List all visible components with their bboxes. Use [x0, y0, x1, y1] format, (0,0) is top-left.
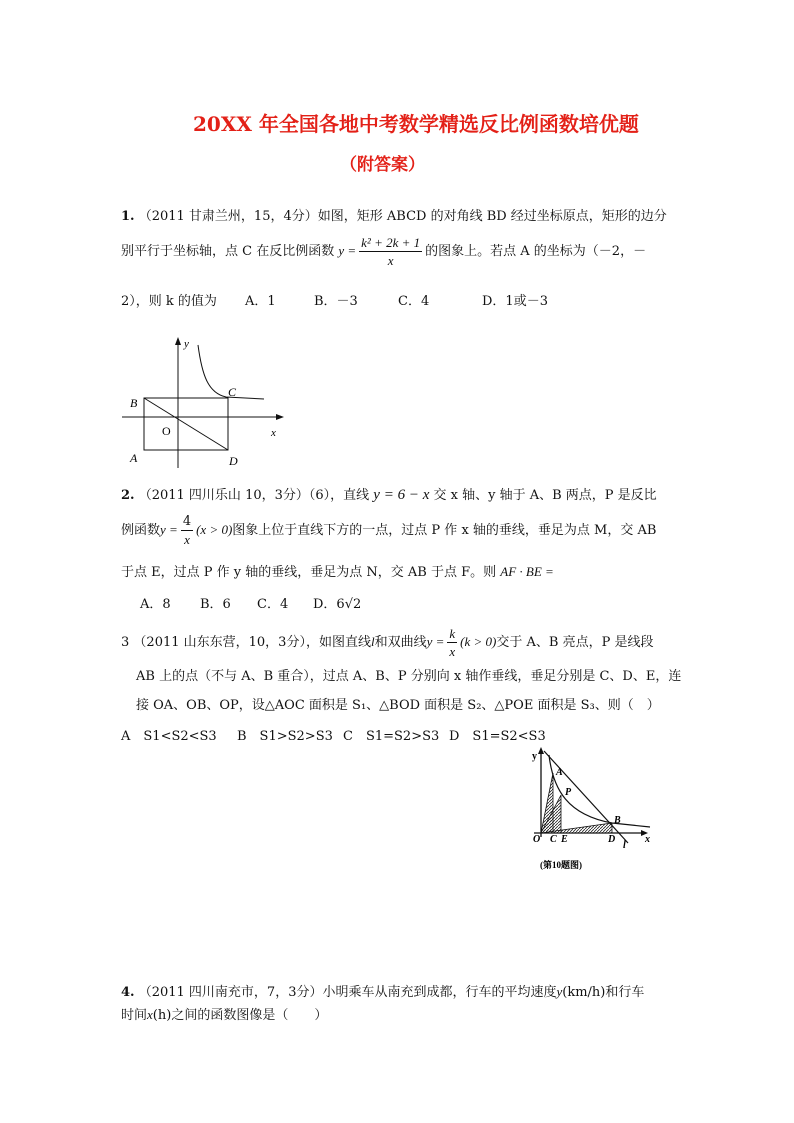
q4-var-x: x: [147, 1007, 153, 1022]
q3-label-b: B: [614, 815, 621, 826]
q4-text-2a: 时间: [121, 1008, 148, 1023]
q2-text-2b: 图象上位于直线下方的一点，过点 P 作 x 轴的垂线，垂足为点 M，交 AB: [232, 523, 657, 538]
q3-option-a: A S1<S2<S3: [121, 729, 217, 744]
q2-fraction-numerator: 4: [182, 514, 192, 529]
q1-label-o: O: [162, 424, 171, 438]
q3-line2: AB 上的点（不与 A、B 重合），过点 A、B、P 分别向 x 轴作垂线，垂足分别是 C、D、E，连: [136, 669, 682, 684]
q1-text-2b: 的图象上。若点 A 的坐标为（－2，－: [425, 244, 647, 259]
q1-line1: [121, 205, 667, 224]
q3-label-l: l: [623, 840, 626, 851]
q1-line3: [121, 290, 217, 309]
q1-fraction-numerator: k² + 2k + 1: [361, 235, 421, 250]
q3-label-d: D: [608, 834, 616, 845]
q2-text-1b: 交 x 轴、y 轴于 A、B 两点，P 是反比: [433, 488, 657, 503]
q2-option-a: A．8: [140, 597, 171, 612]
q3-line-l: l: [370, 634, 375, 649]
q3-text-1b: 和双曲线: [374, 635, 427, 650]
q3-label-e: E: [561, 834, 568, 845]
q1-label-b: B: [130, 396, 138, 410]
q4-number: 4.: [121, 985, 135, 1000]
q1-y-arrow: [175, 337, 181, 345]
q3-fraction-numerator: k: [449, 626, 456, 641]
q3-label-p: P: [565, 787, 572, 798]
q3-func-y: y =: [426, 634, 445, 649]
q3-y-arrow: [538, 747, 544, 754]
q1-text-2a: 别平行于坐标轴，点 C 在反比例函数: [121, 244, 335, 259]
q3-caption: (第10题图): [540, 860, 582, 870]
q4-line1: [121, 981, 644, 1000]
q2-line3: [121, 561, 554, 580]
q3-fraction: [447, 627, 457, 658]
q2-fraction-denominator: x: [184, 532, 190, 547]
q4-line2: [121, 1004, 327, 1023]
q4-text-1a: （2011 四川南充市，7，3分）小明乘车从南充到成都，行车的平均速度: [138, 985, 557, 1000]
q1-text-3: 2），则 k 的值为: [121, 294, 217, 309]
q1-x-arrow: [276, 414, 284, 420]
q2-line1: [121, 484, 657, 504]
q2-text-1a: （2011 四川乐山 10，3分）（6），直线: [138, 488, 370, 503]
q2-line-equation: y = 6 − x: [373, 487, 430, 503]
q3-label-c: C: [550, 834, 557, 845]
q2-func-condition: (x > 0): [196, 522, 233, 537]
q1-fraction: [359, 236, 422, 267]
q2-option-b: B．6: [200, 597, 231, 612]
q2-line2: [121, 515, 656, 546]
q1-number: 1.: [121, 209, 135, 224]
q1-label-c: C: [228, 385, 237, 399]
q2-text-3a: 于点 E，过点 P 作 y 轴的垂线，垂足为点 N，交 AB 于点 F。则: [121, 565, 497, 580]
q3-option-d: D S1=S2<S3: [449, 729, 546, 744]
q3-label-y: y: [532, 751, 537, 762]
q3-figure: [528, 745, 678, 875]
q3-fraction-denominator: x: [449, 644, 456, 659]
q2-option-c: C．4: [257, 597, 289, 612]
q2-func-y: y =: [160, 522, 178, 537]
q1-fraction-denominator: x: [387, 253, 394, 268]
q2-expression: AF · BE =: [500, 564, 554, 579]
q3-line3: 接 OA、OB、OP，设△AOC 面积是 S₁、△BOD 面积是 S₂、△POE 面积是 S₃、则（ ）: [136, 698, 660, 713]
q1-figure: [118, 335, 298, 470]
q3-func-condition: (k > 0): [460, 634, 497, 649]
q1-option-d: D．1或－3: [482, 294, 548, 309]
q1-diagonal-bd: [144, 398, 228, 450]
q4-text-1b: (km/h)和行车: [562, 985, 645, 1000]
q1-label-x: x: [271, 427, 276, 439]
q1-option-a: A．1: [245, 294, 276, 309]
q3-option-c: C S1=S2>S3: [343, 729, 440, 744]
q4-text-2b: (h)之间的函数图像是（ ）: [152, 1008, 328, 1023]
q3-option-b: B S1>S2>S3: [237, 729, 333, 744]
page-title: 20XX 年全国各地中考数学精选反比例函数培优题: [193, 112, 639, 136]
q1-option-b: B．－3: [314, 294, 358, 309]
q3-label-a: A: [556, 767, 563, 778]
q3-label-o: O: [533, 834, 541, 845]
q3-text-1a: （2011 山东东营，10，3分），如图直线: [133, 635, 371, 650]
q3-text-1c: 交于 A、B 亮点，P 是线段: [496, 635, 654, 650]
q3-number: 3: [121, 635, 130, 650]
q3-line1: [121, 627, 653, 658]
q2-fraction: [181, 515, 193, 546]
q1-label-d: D: [229, 454, 238, 468]
q1-func-y: y =: [338, 243, 357, 258]
q3-label-x: x: [645, 834, 650, 845]
q1-option-c: C．4: [398, 294, 430, 309]
page-subtitle: （附答案）: [340, 155, 425, 175]
q2-number: 2.: [121, 488, 135, 503]
q1-label-a: A: [130, 451, 138, 465]
q1-line2: [121, 236, 646, 267]
q1-label-y: y: [184, 338, 189, 350]
q1-text-1: （2011 甘肃兰州，15，4分）如图，矩形 ABCD 的对角线 BD 经过坐标原点，矩形的边分: [138, 209, 667, 224]
q2-option-d: D．6√2: [313, 597, 362, 612]
q4-var-y: y: [556, 984, 563, 999]
q2-text-2a: 例函数: [121, 523, 161, 538]
